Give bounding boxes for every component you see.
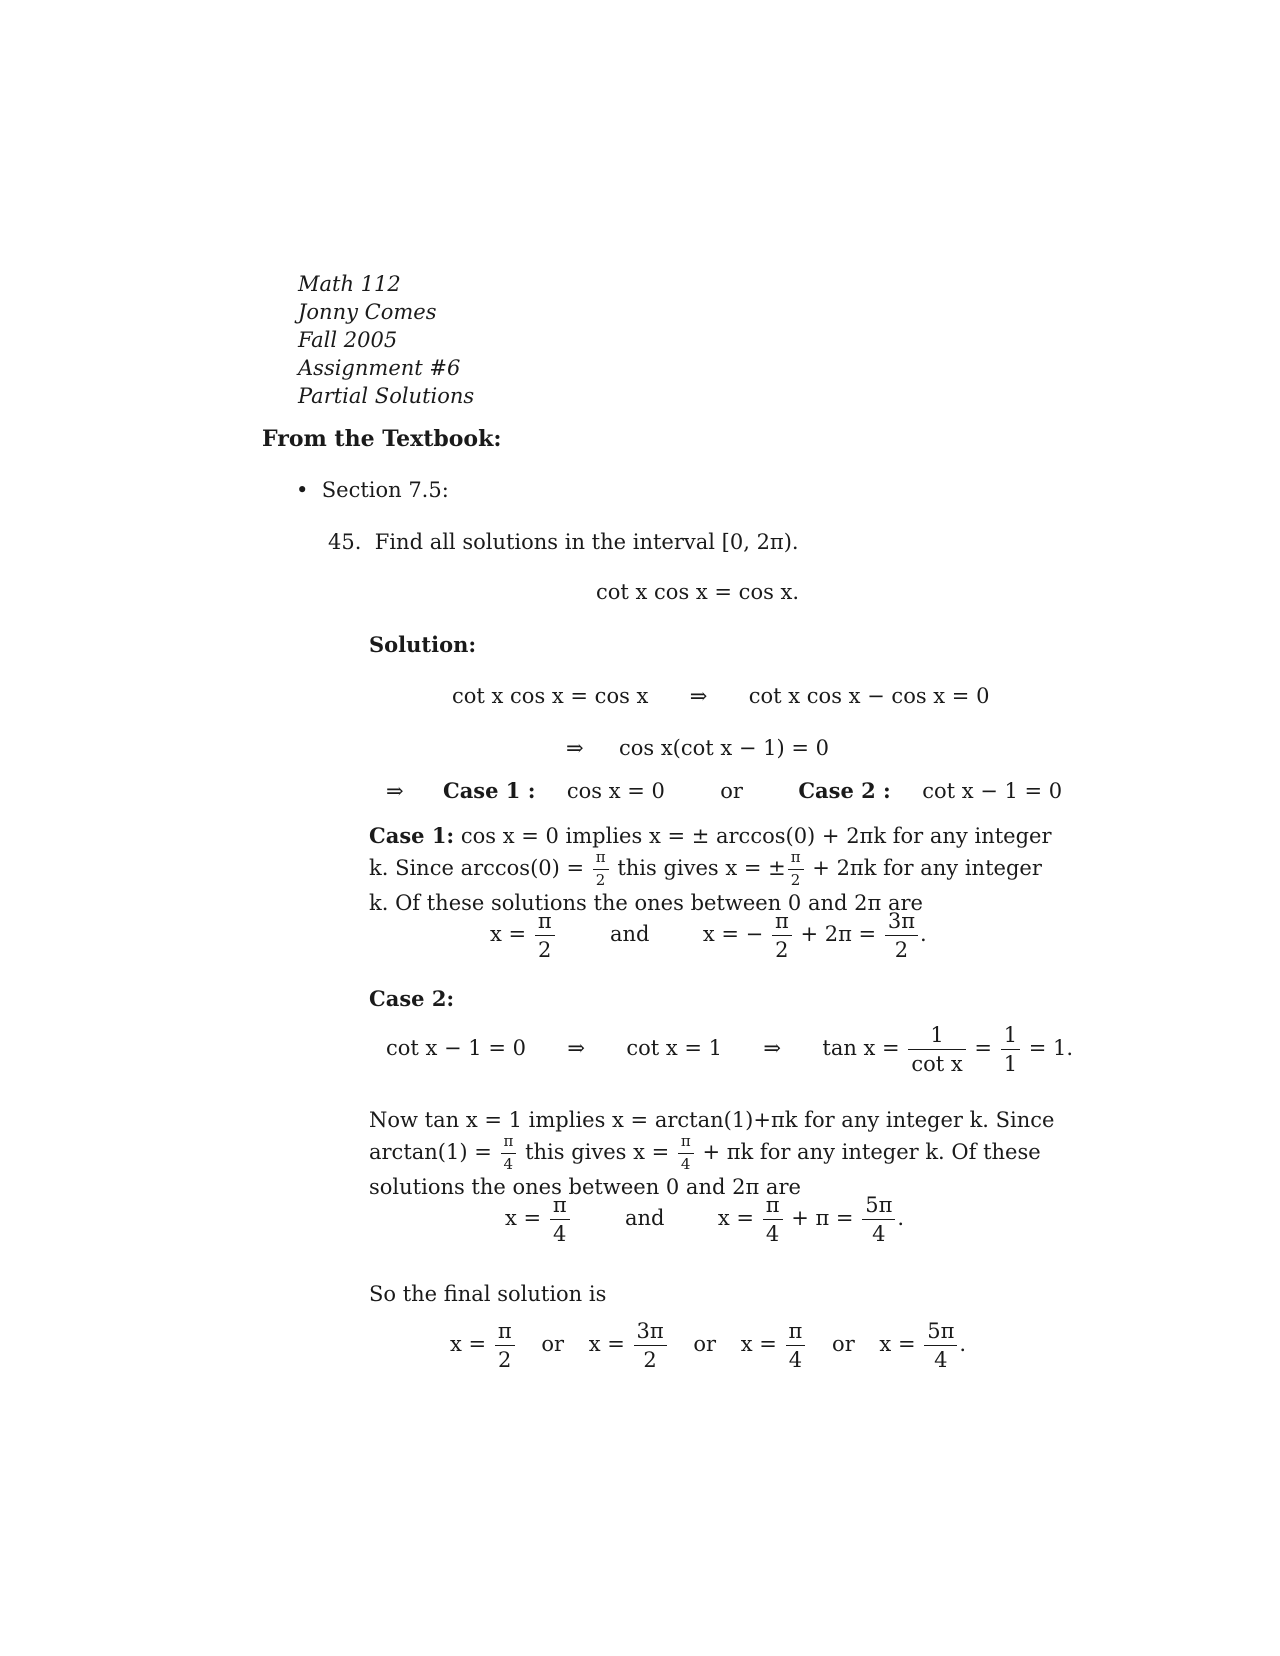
derivation-line-3 bbox=[386, 778, 1062, 803]
case2-equation-chain bbox=[386, 1024, 1073, 1075]
case2-inline-eq: cot x − 1 = 0 bbox=[922, 779, 1063, 803]
fraction-pi-over-4 bbox=[501, 1134, 517, 1173]
implies-arrow: ⇒ bbox=[386, 779, 404, 803]
fraction-pi-over-2 bbox=[593, 850, 609, 889]
fraction-5pi-over-4 bbox=[862, 1194, 895, 1245]
frac-num: 3π bbox=[885, 910, 918, 936]
fraction-5pi-over-4 bbox=[924, 1320, 957, 1371]
equals: = bbox=[974, 1036, 993, 1061]
and-word: and bbox=[625, 1206, 665, 1231]
fraction-3pi-over-2 bbox=[634, 1320, 667, 1371]
implies-arrow: ⇒ bbox=[763, 1036, 781, 1061]
subtitle: Partial Solutions bbox=[298, 384, 475, 408]
implies-arrow: ⇒ bbox=[567, 1036, 585, 1061]
frac-den: 2 bbox=[643, 1348, 657, 1373]
frac-num: 3π bbox=[634, 1320, 667, 1346]
course-name: Math 112 bbox=[298, 272, 401, 296]
frac-num: π bbox=[501, 1134, 517, 1154]
frac-den: 4 bbox=[680, 1154, 691, 1173]
fraction-pi-over-4 bbox=[763, 1194, 783, 1245]
frac-den: 4 bbox=[503, 1154, 514, 1173]
frac-num: π bbox=[786, 1320, 806, 1346]
case2-line-3: solutions the ones between 0 and 2π are bbox=[369, 1174, 801, 1199]
derivation-line-1-right: cot x cos x − cos x = 0 bbox=[748, 684, 990, 708]
case1-line-1 bbox=[369, 822, 1052, 850]
problem-prompt: Find all solutions in the interval [0, 2π). bbox=[374, 530, 799, 554]
plus-two-pi: + 2π = bbox=[800, 922, 877, 947]
final-intro: So the final solution is bbox=[369, 1282, 607, 1306]
case2-eq-c: tan x = bbox=[822, 1036, 900, 1061]
equals-one: = 1. bbox=[1028, 1036, 1074, 1061]
case1-line-2-c: + 2πk for any integer bbox=[812, 855, 1042, 880]
case1-line-2-a: k. Since arccos(0) = bbox=[369, 855, 585, 880]
case2-eq-b: cot x = 1 bbox=[626, 1036, 723, 1061]
and-word: and bbox=[610, 922, 650, 947]
assignment-title: Assignment #6 bbox=[298, 356, 461, 380]
x-equals: x = bbox=[505, 1206, 542, 1231]
x-equals: x = bbox=[588, 1332, 625, 1357]
frac-den: 2 bbox=[538, 938, 552, 963]
frac-den: 1 bbox=[1003, 1052, 1018, 1077]
case1-label: Case 1: bbox=[369, 823, 455, 848]
case1-inline-eq: cos x = 0 bbox=[566, 779, 665, 803]
frac-den: 2 bbox=[595, 870, 606, 889]
final-solution: x = $\frac{\pi}{2}$ or x = $\frac{3\pi}{2}$ or x = $\frac{\pi}{4}$ or x = $\frac{5\pi}{4}$ . bbox=[450, 1319, 967, 1373]
frac-den: 2 bbox=[790, 870, 801, 889]
fraction-pi-over-2 bbox=[788, 850, 804, 889]
derivation-line-1-left: cot x cos x = cos x bbox=[452, 684, 649, 708]
frac-den: 4 bbox=[765, 1222, 780, 1247]
bullet-icon: • bbox=[296, 478, 309, 502]
x-equals: x = bbox=[450, 1332, 487, 1357]
bullet-list-item bbox=[296, 478, 449, 502]
fraction-3pi-over-2 bbox=[885, 910, 918, 961]
case1-results: x = $\frac{\pi}{2}$ and x = − $\frac{\pi}{2}$ + 2π = $\frac{3\pi}{2}$ . bbox=[490, 909, 927, 963]
frac-den: cot x bbox=[911, 1052, 963, 1077]
or-word: or bbox=[832, 1332, 855, 1357]
frac-den: 4 bbox=[553, 1222, 567, 1247]
case1-line-2 bbox=[369, 848, 1042, 889]
x-equals: x = bbox=[879, 1332, 916, 1357]
x-equals: x = bbox=[740, 1332, 777, 1357]
x-equals-minus: x = − bbox=[702, 922, 764, 947]
case2-results: x = $\frac{\pi}{4}$ and x = $\frac{\pi}{4}$ + π = $\frac{5\pi}{4}$ . bbox=[505, 1193, 905, 1247]
fraction-pi-over-2 bbox=[535, 910, 555, 961]
frac-den: 2 bbox=[498, 1348, 512, 1373]
frac-den: 4 bbox=[788, 1348, 803, 1373]
fraction-pi-over-4 bbox=[550, 1194, 570, 1245]
case1-inline-label: Case 1 : bbox=[442, 778, 536, 803]
frac-num: π bbox=[550, 1194, 570, 1220]
frac-num: 5π bbox=[924, 1320, 957, 1346]
case2-inline-label: Case 2 : bbox=[798, 778, 891, 803]
problem-equation: cot x cos x = cos x. bbox=[596, 580, 800, 604]
problem-number: 45. bbox=[328, 530, 362, 554]
frac-num: π bbox=[535, 910, 555, 936]
author-name: Jonny Comes bbox=[298, 300, 437, 324]
fraction-pi-over-2 bbox=[495, 1320, 515, 1371]
derivation-line-2 bbox=[566, 736, 829, 760]
frac-den: 4 bbox=[934, 1348, 948, 1373]
term: Fall 2005 bbox=[298, 328, 398, 352]
derivation-line-2-text: cos x(cot x − 1) = 0 bbox=[618, 736, 830, 760]
frac-num: π bbox=[678, 1134, 694, 1154]
frac-den: 2 bbox=[894, 938, 909, 963]
frac-num: 1 bbox=[908, 1024, 965, 1050]
or-word: or bbox=[693, 1332, 717, 1357]
implies-arrow: ⇒ bbox=[689, 684, 708, 708]
fraction-1-over-1 bbox=[1001, 1024, 1020, 1075]
frac-num: π bbox=[495, 1320, 515, 1346]
frac-num: 1 bbox=[1001, 1024, 1020, 1050]
case2-line-2-b: this gives x = bbox=[525, 1139, 670, 1164]
case2-eq-a: cot x − 1 = 0 bbox=[386, 1036, 526, 1061]
problem-statement bbox=[328, 530, 799, 554]
x-equals: x = bbox=[490, 922, 527, 947]
fraction-pi-over-2 bbox=[772, 910, 792, 961]
plus-pi: + π = bbox=[791, 1206, 854, 1231]
frac-den: 2 bbox=[775, 938, 789, 963]
case2-line-2 bbox=[369, 1132, 1041, 1173]
frac-num: 5π bbox=[862, 1194, 895, 1220]
implies-arrow: ⇒ bbox=[566, 736, 584, 760]
fraction-1-over-cotx bbox=[908, 1024, 965, 1075]
solution-label: Solution: bbox=[369, 632, 477, 657]
or-word: or bbox=[720, 779, 743, 803]
fraction-pi-over-4 bbox=[786, 1320, 806, 1371]
frac-num: π bbox=[593, 850, 609, 870]
bullet-label: Section 7.5: bbox=[321, 478, 449, 502]
case2-line-2-c: + πk for any integer k. Of these bbox=[702, 1139, 1041, 1164]
derivation-line-1 bbox=[452, 684, 989, 708]
case2-label: Case 2: bbox=[369, 986, 455, 1011]
case2-line-1: Now tan x = 1 implies x = arctan(1)+πk for any integer k. Since bbox=[369, 1108, 1055, 1132]
or-word: or bbox=[541, 1332, 564, 1357]
case1-line-1-text: cos x = 0 implies x = ± arccos(0) + 2πk for any integer bbox=[460, 824, 1052, 848]
case1-paragraph bbox=[369, 822, 1052, 917]
frac-den: 4 bbox=[872, 1222, 886, 1247]
case1-line-3: k. Of these solutions the ones between 0 and 2π are bbox=[369, 890, 923, 915]
frac-num: π bbox=[772, 910, 792, 936]
case1-line-2-b: this gives x = ± bbox=[617, 855, 786, 880]
x-equals: x = bbox=[717, 1206, 754, 1231]
frac-num: π bbox=[763, 1194, 783, 1220]
case2-paragraph bbox=[369, 1106, 1055, 1201]
fraction-pi-over-4 bbox=[678, 1134, 694, 1173]
case2-line-2-a: arctan(1) = bbox=[369, 1139, 492, 1164]
frac-num: π bbox=[788, 850, 804, 870]
section-heading: From the Textbook: bbox=[262, 426, 502, 452]
